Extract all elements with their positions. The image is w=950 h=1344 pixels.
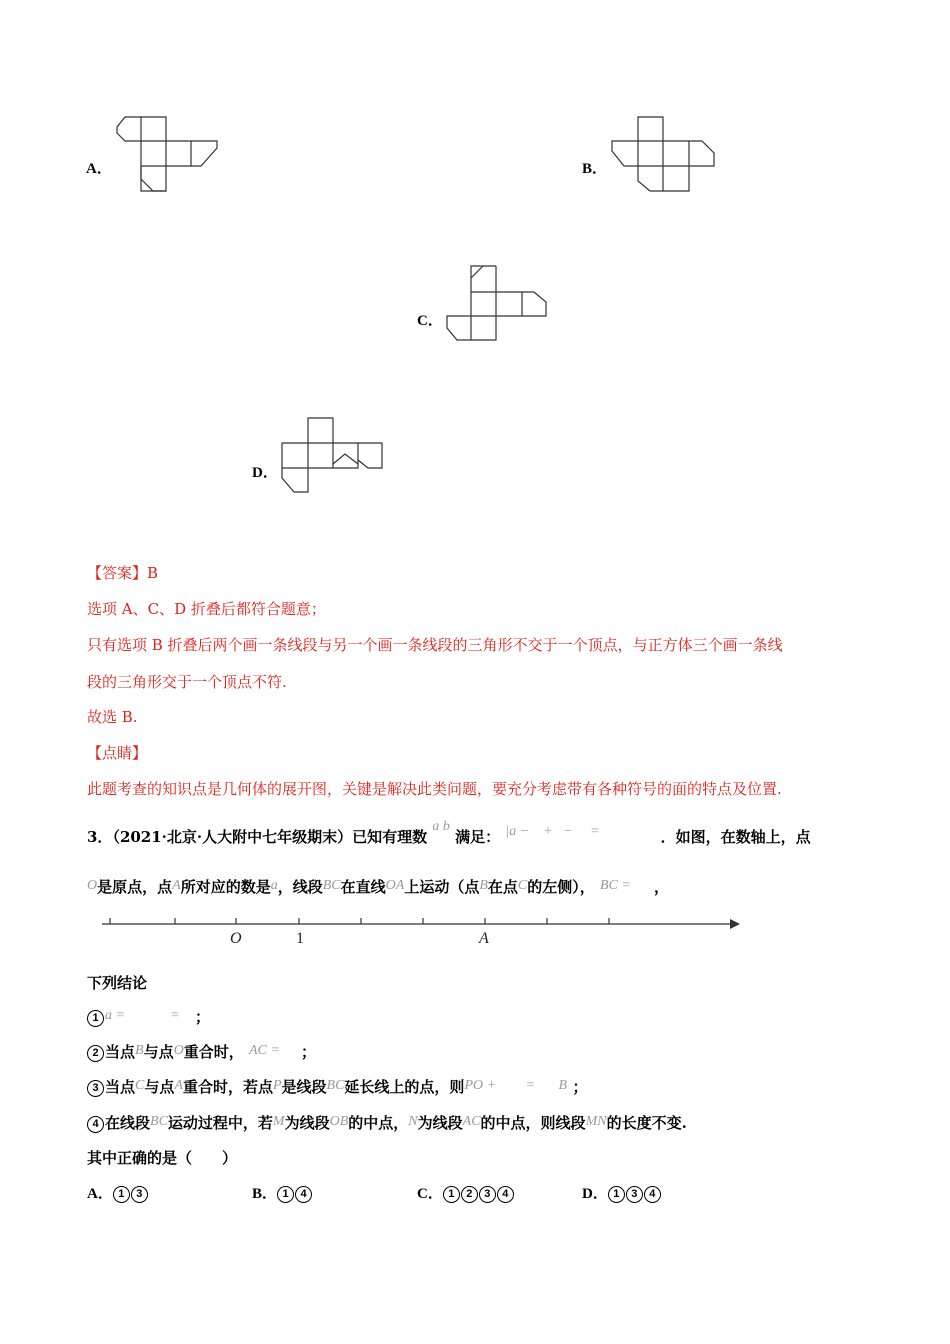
c3-pt-C: C: [135, 1078, 145, 1093]
comment-tag: 【点睛】: [87, 744, 148, 762]
c1-tail: ；: [195, 1008, 211, 1026]
c3-tail: ；: [572, 1078, 588, 1096]
circled-3-icon: 3: [131, 1186, 148, 1203]
l2-text-6: 在点: [487, 878, 518, 896]
c3-pt-A: A: [174, 1078, 183, 1093]
pt-B: B: [479, 878, 488, 893]
var-ab: a b: [432, 819, 450, 834]
option-c-label: C．: [417, 313, 443, 329]
question-ask: 其中正确的是（ ）: [87, 1149, 238, 1167]
c3-math-c: B: [558, 1078, 567, 1093]
conclusion-4: [87, 1112, 687, 1133]
line-OA: OA: [385, 878, 405, 893]
l2-text-5: 上运动（点: [404, 878, 480, 896]
circled-1-icon: 1: [608, 1186, 625, 1203]
c4-seg-BC: BC: [150, 1114, 168, 1129]
choice-b-label: B．: [252, 1186, 278, 1202]
option-a-net: [115, 115, 221, 195]
option-d-label: D．: [252, 465, 278, 481]
choice-d[interactable]: [582, 1182, 662, 1203]
c4-seg-AC: AC: [462, 1114, 481, 1129]
c2-pt-B: B: [135, 1043, 144, 1058]
axis-label-1: 1: [296, 930, 304, 947]
c4-seg-OB: OB: [329, 1114, 349, 1129]
choice-c[interactable]: [417, 1182, 515, 1203]
c3-text-3: 重合时，若点: [182, 1078, 273, 1096]
answer-value: B: [147, 564, 159, 582]
circled-4-icon: 4: [295, 1186, 312, 1203]
comment-text: 此题考查的知识点是几何体的展开图，关键是解决此类问题，要充分考虑带有各种符号的面的特点及位置.: [87, 780, 782, 798]
circled-1-icon: 1: [443, 1186, 460, 1203]
option-c-net: [445, 264, 551, 344]
choice-a-label: A．: [87, 1186, 113, 1202]
c4-seg-MN: MN: [585, 1114, 607, 1129]
c3-math-a: PO +: [464, 1078, 497, 1093]
var-a: a: [270, 878, 278, 893]
pt-C: C: [517, 878, 528, 893]
conclusions-title: 下列结论: [87, 974, 148, 992]
c2-pt-O: O: [173, 1043, 184, 1058]
c2-text-2: 与点: [143, 1043, 174, 1061]
solution-line-3: 段的三角形交于一个顶点不符.: [87, 673, 287, 691]
answer-tag: 【答案】: [87, 564, 148, 582]
c2-text-1: 当点: [105, 1043, 136, 1061]
circled-3-icon: 3: [626, 1186, 643, 1203]
circled-1-icon: 1: [277, 1186, 294, 1203]
choice-b[interactable]: [252, 1182, 313, 1203]
c1-math-b: =: [171, 1008, 179, 1023]
c4-text-2: 运动过程中，若: [167, 1114, 273, 1132]
c3-pt-P: P: [272, 1078, 282, 1093]
formula: |a − + − =: [505, 824, 600, 839]
circled-1-icon: 1: [87, 1010, 104, 1027]
number-line: [96, 912, 746, 952]
circled-1-icon: 1: [113, 1186, 130, 1203]
c2-math: AC =: [248, 1043, 280, 1058]
axis-label-O: O: [230, 930, 242, 947]
solution-line-1: 选项 A、C、D 折叠后都符合题意；: [87, 600, 326, 618]
circled-2-icon: 2: [461, 1186, 478, 1203]
c2-tail: ；: [300, 1043, 316, 1061]
question-stem-b: 满足：: [455, 828, 501, 846]
c4-text-7: 的长度不变.: [606, 1114, 687, 1132]
answer-line: [87, 562, 158, 583]
c4-text-5: 为线段: [417, 1114, 463, 1132]
question-stem-c: ．如图，在数轴上，点: [660, 828, 811, 846]
solution-line-2: 只有选项 B 折叠后两个画一条线段与另一个画一条线段的三角形不交于一个顶点，与正方体三个画一条线: [87, 636, 783, 654]
l2-text-3: ，线段: [277, 878, 323, 896]
option-b-label: B．: [582, 161, 608, 177]
conclusion-1: [87, 1006, 210, 1027]
option-d-net: [280, 416, 386, 496]
circled-3-icon: 3: [479, 1186, 496, 1203]
circled-2-icon: 2: [87, 1045, 104, 1062]
seg-BC: BC: [322, 878, 341, 893]
question-source: （2021·北京·人大附中七年级期末）: [112, 828, 353, 846]
question-line-1: [87, 819, 811, 847]
solution-line-4: 故选 B.: [87, 708, 138, 726]
question-stem-a: 已知有理数: [352, 828, 428, 846]
circled-4-icon: 4: [497, 1186, 514, 1203]
choice-d-label: D．: [582, 1186, 608, 1202]
option-b-net: [610, 115, 718, 195]
l2-text-8: ，: [654, 878, 670, 896]
l2-text-4: 在直线: [340, 878, 386, 896]
c4-text-1: 在线段: [105, 1114, 151, 1132]
circled-4-icon: 4: [87, 1116, 104, 1133]
c1-math-a: a =: [105, 1008, 125, 1023]
circled-3-icon: 3: [87, 1080, 104, 1097]
c4-text-3: 为线段: [284, 1114, 330, 1132]
c2-text-3: 重合时，: [183, 1043, 244, 1061]
pt-O: O: [87, 878, 98, 893]
question-line-2: [87, 876, 669, 897]
l2-text-7: 的左侧），: [527, 878, 595, 896]
axis-label-A: A: [479, 930, 489, 947]
c4-pt-M: M: [272, 1114, 285, 1129]
pt-A: A: [172, 878, 181, 893]
l2-text-1: 是原点，点: [97, 878, 173, 896]
circled-4-icon: 4: [644, 1186, 661, 1203]
c4-text-6: 的中点，则线段: [480, 1114, 586, 1132]
choice-a[interactable]: [87, 1182, 149, 1203]
conclusion-3: [87, 1076, 587, 1097]
c3-text-5: 延长线上的点，则: [344, 1078, 465, 1096]
bc-eq: BC =: [600, 878, 631, 893]
option-a-label: A．: [86, 161, 112, 177]
c4-text-4: 的中点，: [348, 1114, 409, 1132]
c3-text-2: 与点: [144, 1078, 175, 1096]
l2-text-2: 所对应的数是: [180, 878, 271, 896]
c3-text-1: 当点: [105, 1078, 136, 1096]
conclusion-2: [87, 1041, 316, 1062]
choice-c-label: C．: [417, 1186, 443, 1202]
c3-seg-BC: BC: [326, 1078, 345, 1093]
c3-math-b: =: [526, 1078, 535, 1093]
c3-text-4: 是线段: [281, 1078, 327, 1096]
question-number: 3．: [87, 828, 113, 846]
c4-pt-N: N: [408, 1114, 418, 1129]
